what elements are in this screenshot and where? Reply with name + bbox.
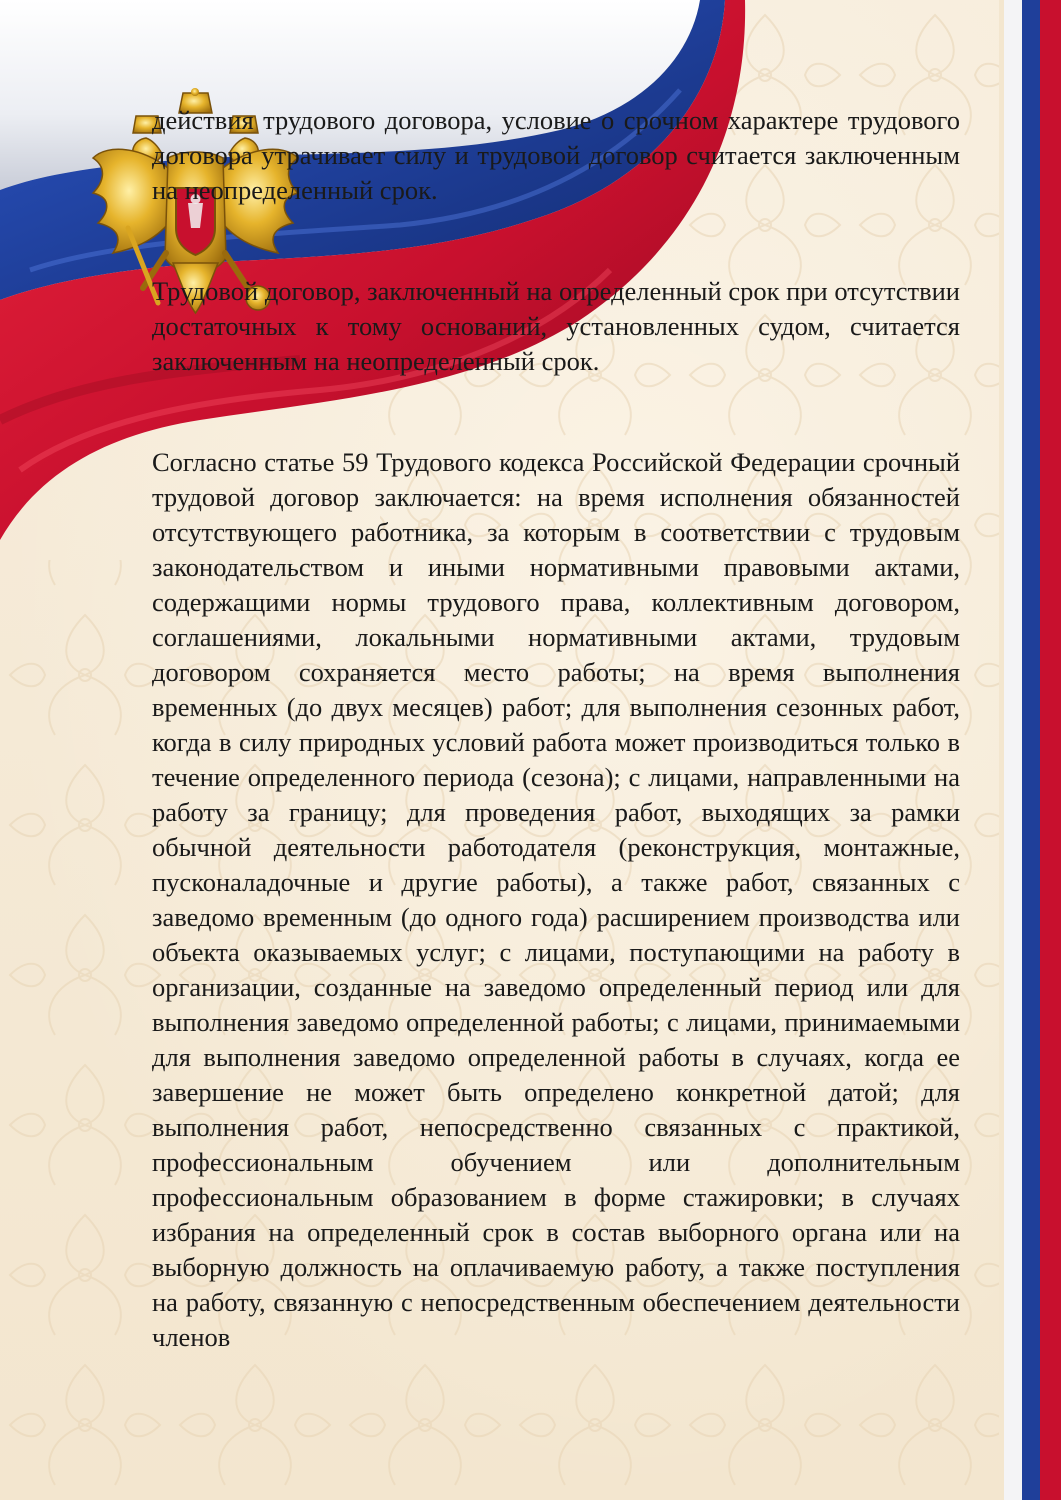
paragraph-article-59: Согласно статье 59 Трудового кодекса Российской Федерации срочный трудовой договор заключается: на время исполнения обязанностей отсутствующего работника, за которым в соответствии с трудовым законодательством и иными нормативными правовыми актами, содержащими нормы трудового права, коллективным договором, соглашениями, локальными нормативными актами, трудовым договором сохраняется место работы; на время выполнения временных (до двух месяцев) работ; для выполнения сезонных работ, когда в силу природных условий работа может производиться только в течение определенного периода (сезона); с лицами, направленными на работу за границу; для проведения работ, выходящих за рамки обычной деятельности работодателя (реконструкция, монтажные, пусконаладочные и другие работы), а также работ, связанных с заведомо временным (до одного года) расширением производства или объекта оказываемых услуг; с лицами, поступающими на работу в организации, созданные на заведомо определенный период или для выполнения заведомо определенной работы; с лицами, принимаемыми для выполнения заведомо определенной работы в случаях, когда ее завершение не может быть определено конкретной датой; для выполнения работ, непосредственно связанных с практикой, профессиональным обучением или дополнительным профессиональным образованием в форме стажировки; в случаях избрания на определенный срок в состав выборного органа или на выборную должность на оплачиваемую работу, а также поступления на работу, связанную с непосредственным обеспечением деятельности членов — [152, 447, 960, 1352]
paragraph-court-ruling: Трудовой договор, заключенный на определенный срок при отсутствии достаточных к тому оснований, установленных судом, считается заключенным на неопределенный срок. — [152, 276, 960, 376]
paragraph-term-continuation: действия трудового договора, условие о срочном характере трудового договора утрачивает силу и трудовой договор считается заключенным на неопределенный срок. — [152, 105, 960, 205]
side-tricolor-stripes — [999, 0, 1061, 1500]
